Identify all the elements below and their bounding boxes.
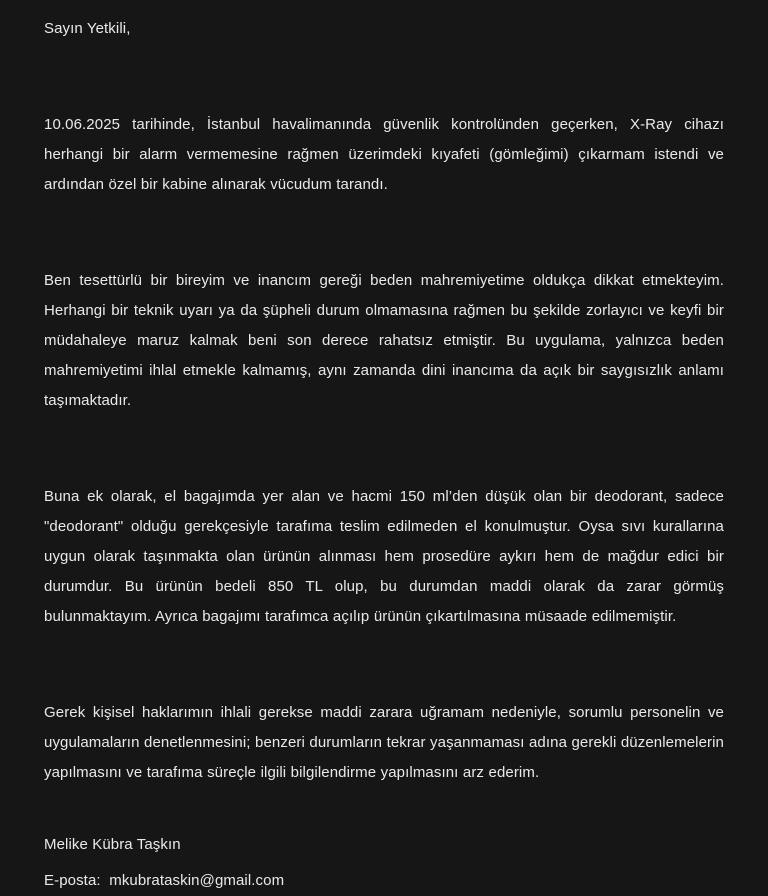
spacer [44,44,724,80]
spacer [44,632,724,668]
paragraph-incident-description: 10.06.2025 tarihinde, İstanbul havalimanında güvenlik kontrolünden geçerken, X-Ray cihazı herhangi bir alarm vermemesine rağmen üzerimdeki kıyafeti (gömleğimi) çıkarmam istendi ve ardından özel bir kabine alınarak vücudum tarandı. [44,116,724,193]
email-label: E-posta: [44,872,101,889]
spacer [44,452,724,482]
signature-block [44,830,724,896]
salutation: Sayın Yetkili, [44,20,131,37]
spacer [44,80,724,110]
spacer [44,236,724,266]
spacer [44,200,724,236]
spacer [44,788,724,824]
paragraph-privacy-objection: Ben tesettürlü bir bireyim ve inancım gereği beden mahremiyetime oldukça dikkat etmekteyim. Herhangi bir teknik uyarı ya da şüpheli durum olmamasına rağmen bu şekilde zorlayıcı ve keyfi bir müdahaleye maruz kalmak beni son derece rahatsız etmiştir. Bu uygulama, yalnızca beden mahremiyetimi ihlal etmekle kalmamış, aynı zamanda dini inancıma da açık bir saygısızlık anlamı taşımaktadır. [44,272,724,409]
email-value: mkubrataskin@gmail.com [109,872,285,889]
signature-email-row [44,866,724,896]
paragraph-confiscated-item: Buna ek olarak, el bagajımda yer alan ve hacmi 150 ml’den düşük olan bir deodorant, sadece "deodorant" olduğu gerekçesiyle tarafıma teslim edilmeden el konulmuştur. Oysa sıvı kurallarına uygun olarak taşınmakta olan ürünün alınması hem prosedüre aykırı hem de mağdur edici bir durumdur. Bu ürünün bedeli 850 TL olup, bu durumdan maddi olarak da zarar görmüş bulunmaktayım. Ayrıca bagajımı tarafımca açılıp ürünün çıkartılmasına müsaade edilmemiştir. [44,488,724,625]
spacer [44,416,724,452]
paragraph-request: Gerek kişisel haklarımın ihlali gerekse maddi zarara uğramam nedeniyle, sorumlu personelin ve uygulamaların denetlenmesini; benzeri durumların tekrar yaşanmaması adına gerekli düzenlemelerin yapılmasını ve tarafıma süreçle ilgili bilgilendirme yapılmasını arz ederim. [44,704,724,781]
spacer [44,668,724,698]
signature-name: Melike Kübra Taşkın [44,836,181,853]
